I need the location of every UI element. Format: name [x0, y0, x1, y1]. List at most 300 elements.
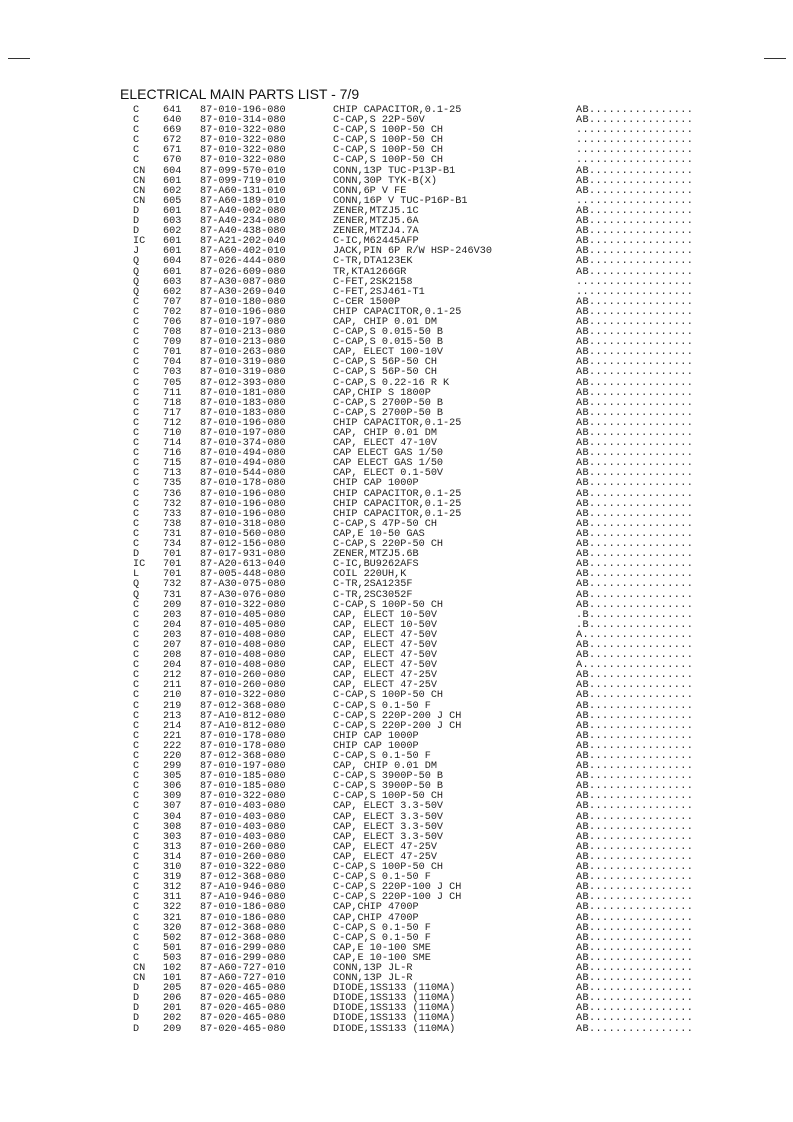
- rank-column: AB................: [576, 316, 694, 328]
- part-number: 87-A21-202-040: [200, 236, 286, 248]
- part-description: C-CAP,S 0.22-16 R K: [333, 377, 450, 389]
- rank-column: AB................: [576, 478, 694, 490]
- ref-number: 308: [163, 821, 182, 833]
- ref-number: 206: [163, 993, 182, 1005]
- part-description: CAP, ELECT 47-10V: [333, 438, 437, 450]
- parts-row: [133, 580, 733, 590]
- ref-number: 306: [163, 781, 182, 793]
- part-description: CAP,CHIP S 1800P: [333, 387, 431, 399]
- part-description: C-CAP,S 0.1-50 F: [333, 932, 431, 944]
- ref-designator: C: [133, 468, 140, 480]
- ref-designator: CN: [133, 195, 146, 207]
- rank-column: ..................: [576, 125, 694, 137]
- ref-number: 207: [163, 639, 182, 651]
- ref-designator: D: [133, 226, 140, 238]
- part-description: C-CAP,S 220P-100 J CH: [333, 882, 462, 894]
- ref-designator: L: [133, 569, 140, 581]
- ref-number: 709: [163, 337, 182, 349]
- ref-number: 708: [163, 327, 182, 339]
- ref-designator: C: [133, 801, 140, 813]
- part-description: C-CAP,S 3900P-50 B: [333, 781, 444, 793]
- part-description: C-FET,2SK2158: [333, 276, 413, 288]
- ref-number: 204: [163, 619, 182, 631]
- part-description: CHIP CAP 1000P: [333, 730, 419, 742]
- part-description: C-CAP,S 47P-50 CH: [333, 518, 437, 530]
- part-number: 87-A60-189-010: [200, 195, 286, 207]
- rank-column: AB................: [576, 639, 694, 651]
- ref-designator: CN: [133, 175, 146, 187]
- part-description: C-CAP,S 2700P-50 B: [333, 397, 444, 409]
- part-description: CAP, ELECT 0.1-50V: [333, 468, 444, 480]
- rank-column: AB................: [576, 650, 694, 662]
- part-description: C-CAP,S 56P-50 CH: [333, 357, 437, 369]
- part-number: 87-010-260-080: [200, 851, 286, 863]
- part-description: C-CAP,S 220P-100 J CH: [333, 892, 462, 904]
- ref-designator: C: [133, 761, 140, 773]
- part-description: C-CAP,S 2700P-50 B: [333, 407, 444, 419]
- rank-column: AB................: [576, 397, 694, 409]
- ref-number: 602: [163, 226, 182, 238]
- ref-designator: C: [133, 428, 140, 439]
- rank-column: AB................: [576, 922, 694, 934]
- ref-number: 203: [163, 629, 182, 641]
- part-number: 87-010-186-080: [200, 902, 286, 914]
- ref-designator: C: [133, 508, 140, 520]
- part-number: 87-010-178-080: [200, 740, 286, 752]
- rank-column: AB................: [576, 862, 694, 874]
- ref-number: 202: [163, 1013, 182, 1025]
- part-number: 87-010-405-080: [200, 609, 286, 621]
- part-description: TR,KTA1266GR: [333, 266, 407, 278]
- rank-column: AB................: [576, 337, 694, 349]
- ref-designator: C: [133, 145, 140, 157]
- rank-column: AB................: [576, 569, 694, 581]
- ref-designator: C: [133, 629, 140, 641]
- rank-column: AB................: [576, 549, 694, 561]
- rank-column: AB................: [576, 680, 694, 692]
- ref-number: 222: [163, 740, 182, 752]
- part-description: CHIP CAP 1000P: [333, 478, 419, 490]
- ref-designator: C: [133, 619, 140, 631]
- ref-designator: C: [133, 680, 140, 692]
- ref-designator: C: [133, 306, 140, 318]
- part-number: 87-017-931-080: [200, 549, 286, 561]
- part-description: COIL 220UH,K: [333, 569, 407, 581]
- part-description: CAP, CHIP 0.01 DM: [333, 428, 437, 439]
- part-number: 87-010-560-080: [200, 528, 286, 540]
- rank-column: AB................: [576, 983, 694, 995]
- crop-mark-right: [764, 58, 786, 59]
- ref-number: 203: [163, 609, 182, 621]
- ref-number: 701: [163, 559, 182, 571]
- part-description: CHIP CAPACITOR,0.1-25: [333, 488, 462, 500]
- part-number: 87-010-322-080: [200, 690, 286, 702]
- parts-row: [133, 903, 733, 913]
- rank-column: AB................: [576, 801, 694, 813]
- ref-number: 604: [163, 256, 182, 268]
- part-description: ZENER,MTZJ5.1C: [333, 205, 419, 217]
- part-number: 87-A10-812-080: [200, 720, 286, 732]
- rank-column: A.................: [576, 629, 694, 641]
- ref-number: 201: [163, 1003, 182, 1015]
- ref-designator: C: [133, 932, 140, 944]
- part-number: 87-010-544-080: [200, 468, 286, 480]
- ref-number: 501: [163, 942, 182, 954]
- part-number: 87-010-403-080: [200, 801, 286, 813]
- ref-designator: C: [133, 851, 140, 863]
- ref-number: 310: [163, 862, 182, 874]
- ref-designator: C: [133, 438, 140, 450]
- rank-column: AB................: [576, 751, 694, 762]
- rank-column: AB................: [576, 559, 694, 571]
- part-number: 87-010-408-080: [200, 639, 286, 651]
- part-description: CHIP CAP 1000P: [333, 740, 419, 752]
- ref-designator: D: [133, 216, 140, 228]
- part-description: C-CAP,S 100P-50 CH: [333, 599, 444, 611]
- part-description: CAP, ELECT 3.3-50V: [333, 831, 444, 843]
- part-number: 87-012-393-080: [200, 377, 286, 389]
- part-number: 87-010-178-080: [200, 730, 286, 742]
- ref-number: 641: [163, 105, 182, 116]
- ref-number: 502: [163, 932, 182, 944]
- ref-number: 734: [163, 539, 182, 551]
- ref-number: 219: [163, 700, 182, 712]
- part-description: DIODE,1SS133 (110MA): [333, 993, 456, 1005]
- rank-column: AB................: [576, 367, 694, 379]
- rank-column: .B................: [576, 619, 694, 631]
- ref-designator: C: [133, 387, 140, 399]
- part-description: C-TR,2SA1235F: [333, 579, 413, 591]
- ref-designator: C: [133, 337, 140, 349]
- part-number: 87-A60-402-010: [200, 246, 286, 258]
- part-number: 87-099-719-010: [200, 175, 286, 187]
- part-description: CAP, ELECT 47-50V: [333, 629, 437, 641]
- part-number: 87-A10-946-080: [200, 892, 286, 904]
- ref-designator: C: [133, 347, 140, 359]
- part-description: C-CAP,S 0.1-50 F: [333, 922, 431, 934]
- ref-designator: C: [133, 690, 140, 702]
- rank-column: A.................: [576, 660, 694, 672]
- ref-number: 299: [163, 761, 182, 773]
- ref-designator: C: [133, 327, 140, 339]
- part-number: 87-020-465-080: [200, 1003, 286, 1015]
- part-description: C-CAP,S 100P-50 CH: [333, 862, 444, 874]
- ref-designator: Q: [133, 286, 140, 298]
- part-description: C-TR,2SC3052F: [333, 589, 413, 601]
- rank-column: AB................: [576, 448, 694, 460]
- part-number: 87-010-181-080: [200, 387, 286, 399]
- ref-number: 701: [163, 569, 182, 581]
- part-number: 87-010-196-080: [200, 417, 286, 429]
- ref-number: 605: [163, 195, 182, 207]
- ref-designator: C: [133, 498, 140, 510]
- ref-number: 707: [163, 296, 182, 308]
- rank-column: AB................: [576, 246, 694, 258]
- ref-number: 209: [163, 599, 182, 611]
- ref-designator: C: [133, 791, 140, 803]
- part-number: 87-010-213-080: [200, 337, 286, 349]
- rank-column: AB................: [576, 266, 694, 278]
- ref-designator: C: [133, 660, 140, 672]
- ref-designator: C: [133, 397, 140, 409]
- ref-designator: C: [133, 751, 140, 762]
- rank-column: AB................: [576, 539, 694, 551]
- rank-column: AB................: [576, 216, 694, 228]
- part-number: 87-010-196-080: [200, 306, 286, 318]
- part-description: CAP,CHIP 4700P: [333, 902, 419, 914]
- part-description: C-CAP,S 0.1-50 F: [333, 751, 431, 762]
- ref-designator: C: [133, 912, 140, 924]
- rank-column: AB................: [576, 771, 694, 783]
- part-description: CAP,CHIP 4700P: [333, 912, 419, 924]
- ref-number: 714: [163, 438, 182, 450]
- ref-designator: C: [133, 518, 140, 530]
- page-title: ELECTRICAL MAIN PARTS LIST - 7/9: [120, 86, 360, 102]
- rank-column: AB................: [576, 306, 694, 318]
- ref-designator: C: [133, 740, 140, 752]
- part-number: 87-010-322-080: [200, 125, 286, 137]
- ref-number: 305: [163, 771, 182, 783]
- part-description: C-CAP,S 0.1-50 F: [333, 700, 431, 712]
- part-number: 87-010-403-080: [200, 831, 286, 843]
- ref-number: 713: [163, 468, 182, 480]
- rank-column: AB................: [576, 932, 694, 944]
- ref-designator: C: [133, 488, 140, 500]
- part-number: 87-010-408-080: [200, 629, 286, 641]
- ref-number: 702: [163, 306, 182, 318]
- part-description: CAP ELECT GAS 1/50: [333, 458, 444, 470]
- ref-designator: C: [133, 357, 140, 369]
- part-number: 87-010-263-080: [200, 347, 286, 359]
- ref-designator: C: [133, 478, 140, 490]
- ref-designator: C: [133, 650, 140, 662]
- rank-column: AB................: [576, 993, 694, 1005]
- part-description: CHIP CAPACITOR,0.1-25: [333, 417, 462, 429]
- part-description: CONN,16P V TUC-P16P-B1: [333, 195, 468, 207]
- part-number: 87-010-197-080: [200, 428, 286, 439]
- rank-column: AB................: [576, 387, 694, 399]
- ref-number: 701: [163, 347, 182, 359]
- ref-number: 102: [163, 962, 182, 974]
- part-description: CAP,E 10-100 SME: [333, 942, 431, 954]
- part-number: 87-010-403-080: [200, 821, 286, 833]
- part-description: DIODE,1SS133 (110MA): [333, 983, 456, 995]
- part-number: 87-010-319-080: [200, 367, 286, 379]
- rank-column: ..................: [576, 195, 694, 207]
- ref-designator: C: [133, 730, 140, 742]
- ref-number: 214: [163, 720, 182, 732]
- ref-designator: D: [133, 1013, 140, 1025]
- ref-designator: C: [133, 872, 140, 884]
- ref-designator: D: [133, 205, 140, 217]
- part-number: 87-010-408-080: [200, 650, 286, 662]
- ref-number: 715: [163, 458, 182, 470]
- ref-number: 313: [163, 841, 182, 853]
- part-number: 87-A10-812-080: [200, 710, 286, 722]
- rank-column: AB................: [576, 952, 694, 964]
- part-number: 87-A30-087-080: [200, 276, 286, 288]
- part-description: CAP, ELECT 3.3-50V: [333, 811, 444, 823]
- rank-column: AB................: [576, 327, 694, 339]
- rank-column: AB................: [576, 811, 694, 823]
- part-description: CAP, CHIP 0.01 DM: [333, 761, 437, 773]
- rank-column: ..................: [576, 155, 694, 167]
- ref-designator: C: [133, 155, 140, 167]
- part-number: 87-012-368-080: [200, 751, 286, 762]
- ref-number: 602: [163, 286, 182, 298]
- ref-number: 672: [163, 135, 182, 147]
- ref-designator: C: [133, 710, 140, 722]
- ref-designator: Q: [133, 589, 140, 601]
- rank-column: AB................: [576, 902, 694, 914]
- part-number: 87-010-322-080: [200, 862, 286, 874]
- part-description: CHIP CAPACITOR,0.1-25: [333, 105, 462, 116]
- ref-number: 209: [163, 1023, 182, 1035]
- ref-designator: D: [133, 1003, 140, 1015]
- ref-number: 601: [163, 246, 182, 258]
- parts-row: [133, 257, 733, 267]
- part-number: 87-012-368-080: [200, 872, 286, 884]
- rank-column: AB................: [576, 781, 694, 793]
- ref-designator: C: [133, 367, 140, 379]
- part-description: CAP, ELECT 47-25V: [333, 851, 437, 863]
- part-number: 87-010-322-080: [200, 145, 286, 157]
- part-number: 87-020-465-080: [200, 983, 286, 995]
- rank-column: AB................: [576, 205, 694, 217]
- ref-designator: C: [133, 458, 140, 470]
- rank-column: AB................: [576, 1023, 694, 1035]
- ref-designator: C: [133, 528, 140, 540]
- rank-column: AB................: [576, 417, 694, 429]
- part-description: ZENER,MTZJ4.7A: [333, 226, 419, 238]
- part-number: 87-010-197-080: [200, 316, 286, 328]
- part-description: ZENER,MTZJ5.6B: [333, 549, 419, 561]
- ref-number: 603: [163, 216, 182, 228]
- part-number: 87-A20-613-040: [200, 559, 286, 571]
- part-description: CAP, ELECT 47-50V: [333, 639, 437, 651]
- rank-column: AB................: [576, 1013, 694, 1025]
- part-number: 87-010-197-080: [200, 761, 286, 773]
- ref-designator: Q: [133, 256, 140, 268]
- ref-designator: C: [133, 316, 140, 328]
- ref-number: 503: [163, 952, 182, 964]
- part-description: CAP, ELECT 3.3-50V: [333, 821, 444, 833]
- part-description: C-CAP,S 0.015-50 B: [333, 327, 444, 339]
- part-number: 87-010-314-080: [200, 115, 286, 127]
- ref-number: 736: [163, 488, 182, 500]
- part-number: 87-020-465-080: [200, 1013, 286, 1025]
- rank-column: AB................: [576, 377, 694, 389]
- ref-designator: J: [133, 246, 140, 258]
- rank-column: AB................: [576, 256, 694, 268]
- part-description: CHIP CAPACITOR,0.1-25: [333, 498, 462, 510]
- ref-number: 205: [163, 983, 182, 995]
- rank-column: AB................: [576, 841, 694, 853]
- rank-column: AB................: [576, 912, 694, 924]
- rank-column: AB................: [576, 589, 694, 601]
- part-number: 87-010-196-080: [200, 498, 286, 510]
- ref-designator: C: [133, 609, 140, 621]
- part-description: C-CAP,S 220P-50 CH: [333, 539, 444, 551]
- rank-column: AB................: [576, 236, 694, 248]
- part-number: 87-A30-076-080: [200, 589, 286, 601]
- part-description: CAP, CHIP 0.01 DM: [333, 316, 437, 328]
- ref-designator: C: [133, 821, 140, 833]
- ref-designator: C: [133, 115, 140, 127]
- rank-column: AB................: [576, 438, 694, 450]
- ref-number: 309: [163, 791, 182, 803]
- ref-designator: C: [133, 539, 140, 551]
- ref-designator: C: [133, 781, 140, 793]
- rank-column: AB................: [576, 528, 694, 540]
- part-description: DIODE,1SS133 (110MA): [333, 1013, 456, 1025]
- part-description: C-CAP,S 100P-50 CH: [333, 690, 444, 702]
- ref-number: 210: [163, 690, 182, 702]
- part-number: 87-010-322-080: [200, 135, 286, 147]
- part-description: C-CAP,S 100P-50 CH: [333, 135, 444, 147]
- part-description: CHIP CAPACITOR,0.1-25: [333, 508, 462, 520]
- ref-number: 307: [163, 801, 182, 813]
- ref-number: 601: [163, 205, 182, 217]
- ref-designator: C: [133, 882, 140, 894]
- part-description: C-CAP,S 100P-50 CH: [333, 155, 444, 167]
- ref-number: 732: [163, 579, 182, 591]
- rank-column: AB................: [576, 115, 694, 127]
- ref-designator: D: [133, 993, 140, 1005]
- ref-designator: C: [133, 700, 140, 712]
- ref-number: 710: [163, 428, 182, 439]
- part-description: CONN,13P JL-R: [333, 973, 413, 985]
- ref-number: 705: [163, 377, 182, 389]
- ref-number: 602: [163, 185, 182, 197]
- ref-number: 601: [163, 175, 182, 187]
- rank-column: AB................: [576, 226, 694, 238]
- ref-designator: C: [133, 670, 140, 682]
- ref-designator: C: [133, 377, 140, 389]
- part-number: 87-A30-075-080: [200, 579, 286, 591]
- part-number: 87-010-494-080: [200, 448, 286, 460]
- rank-column: AB................: [576, 851, 694, 863]
- part-description: ZENER,MTZJ5.6A: [333, 216, 419, 228]
- part-description: CONN,6P V FE: [333, 185, 407, 197]
- part-description: CAP, ELECT 47-50V: [333, 650, 437, 662]
- part-description: C-CAP,S 0.015-50 B: [333, 337, 444, 349]
- part-number: 87-010-260-080: [200, 841, 286, 853]
- rank-column: AB................: [576, 1003, 694, 1015]
- part-description: C-IC,BU9262AFS: [333, 559, 419, 571]
- part-description: C-IC,M62445AFP: [333, 236, 419, 248]
- ref-number: 211: [163, 680, 182, 692]
- ref-number: 731: [163, 528, 182, 540]
- part-number: 87-A40-234-080: [200, 216, 286, 228]
- part-number: 87-010-183-080: [200, 397, 286, 409]
- ref-number: 703: [163, 367, 182, 379]
- ref-number: 601: [163, 236, 182, 248]
- rank-column: AB................: [576, 730, 694, 742]
- ref-number: 101: [163, 973, 182, 985]
- ref-designator: CN: [133, 185, 146, 197]
- ref-designator: C: [133, 125, 140, 137]
- part-description: CAP, ELECT 3.3-50V: [333, 801, 444, 813]
- ref-number: 321: [163, 912, 182, 924]
- part-description: C-CAP,S 100P-50 CH: [333, 125, 444, 137]
- rank-column: AB................: [576, 428, 694, 439]
- ref-number: 320: [163, 922, 182, 934]
- rank-column: AB................: [576, 579, 694, 591]
- ref-number: 712: [163, 417, 182, 429]
- part-number: 87-A10-946-080: [200, 882, 286, 894]
- rank-column: AB................: [576, 791, 694, 803]
